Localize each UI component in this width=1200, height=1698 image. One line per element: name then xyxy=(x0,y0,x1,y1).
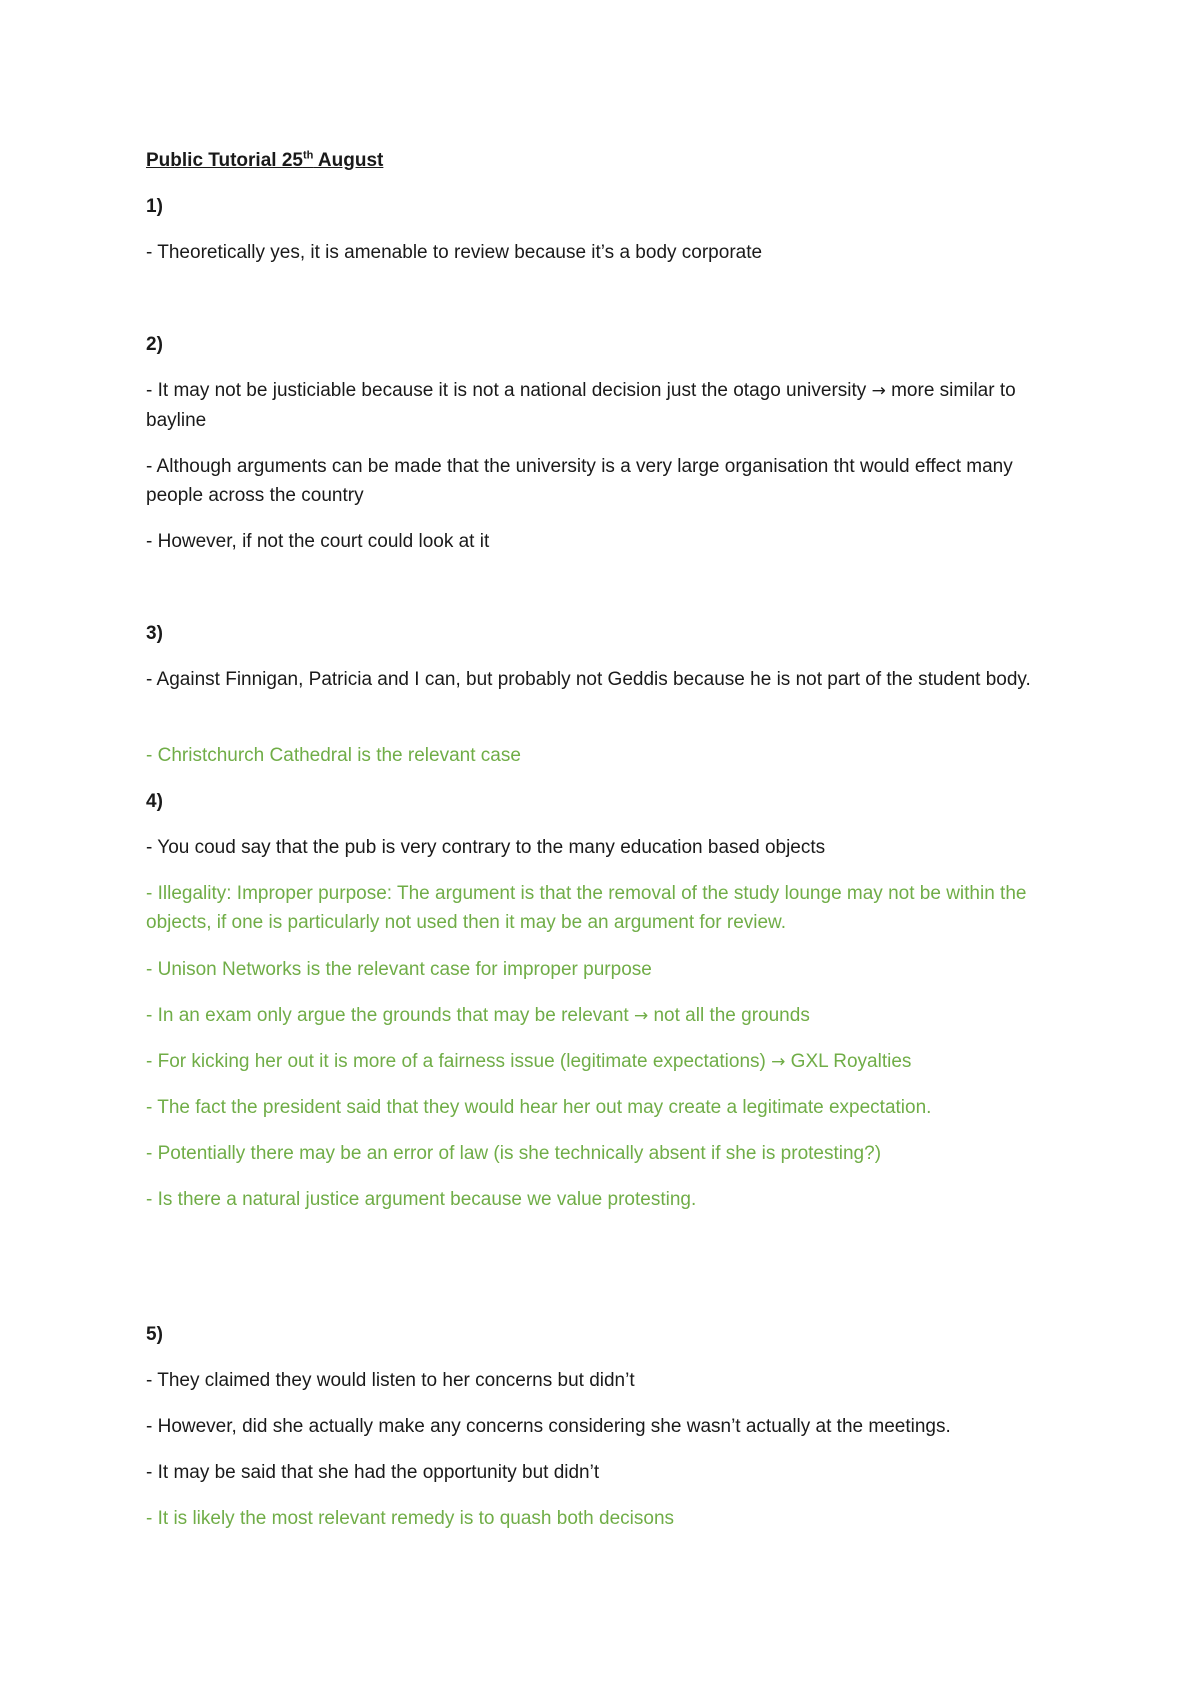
question-4-note-7: - Potentially there may be an error of law (is she technically absent if she is protesting?) xyxy=(146,1143,882,1164)
question-3-note-1: - Against Finnigan, Patricia and I can, but probably not Geddis because he is not part of the student body. xyxy=(146,669,1031,690)
question-4-note-1: - You coud say that the pub is very contrary to the many education based objects xyxy=(146,837,826,858)
question-4-note-4 xyxy=(146,1001,1046,1031)
question-5-note-4: - It is likely the most relevant remedy is to quash both decisons xyxy=(146,1508,675,1529)
question-1-heading: 1) xyxy=(146,196,163,217)
arrow-right-icon: → xyxy=(871,381,886,401)
title-text: Public Tutorial 25 xyxy=(146,150,303,171)
note-text: - It may not be justiciable because it is not a national decision just the otago university xyxy=(146,380,872,401)
question-2-note-3: - However, if not the court could look at it xyxy=(146,531,490,552)
note-text: not all the grounds xyxy=(648,1005,810,1026)
question-4-note-3: - Unison Networks is the relevant case for improper purpose xyxy=(146,959,652,980)
note-text: - In an exam only argue the grounds that may be relevant xyxy=(146,1005,634,1026)
question-4-note-2: - Illegality: Improper purpose: The argument is that the removal of the study lounge may not be within the objects, if one is particularly not used then it may be an argument for review. xyxy=(146,883,1027,933)
question-4-note-8: - Is there a natural justice argument because we value protesting. xyxy=(146,1189,697,1210)
question-2-note-2: - Although arguments can be made that the university is a very large organisation tht would effect many people across the country xyxy=(146,456,1013,506)
page-title xyxy=(146,146,1046,175)
title-superscript: th xyxy=(302,149,314,162)
note-text: GXL Royalties xyxy=(785,1051,912,1072)
question-1-note: - Theoretically yes, it is amenable to review because it’s a body corporate xyxy=(146,242,763,263)
question-4-note-6: - The fact the president said that they would hear her out may create a legitimate expectation. xyxy=(146,1097,932,1118)
question-5-heading: 5) xyxy=(146,1324,163,1345)
question-5-note-2: - However, did she actually make any concerns considering she wasn’t actually at the meetings. xyxy=(146,1416,951,1437)
title-tail: August xyxy=(313,150,384,171)
question-3-note-2: - Christchurch Cathedral is the relevant case xyxy=(146,745,521,766)
question-5-note-3: - It may be said that she had the opportunity but didn’t xyxy=(146,1462,600,1483)
question-4-heading: 4) xyxy=(146,791,163,812)
note-text: - For kicking her out it is more of a fairness issue (legitimate expectations) xyxy=(146,1051,772,1072)
question-4-note-5 xyxy=(146,1047,1046,1077)
question-5-note-1: - They claimed they would listen to her concerns but didn’t xyxy=(146,1370,635,1391)
note-text: more similar to bayline xyxy=(146,380,1016,431)
question-3-heading: 3) xyxy=(146,623,163,644)
question-2-heading: 2) xyxy=(146,334,163,355)
arrow-right-icon: → xyxy=(633,1006,649,1026)
question-2-note-1 xyxy=(146,376,1046,435)
arrow-right-icon: → xyxy=(771,1052,786,1072)
